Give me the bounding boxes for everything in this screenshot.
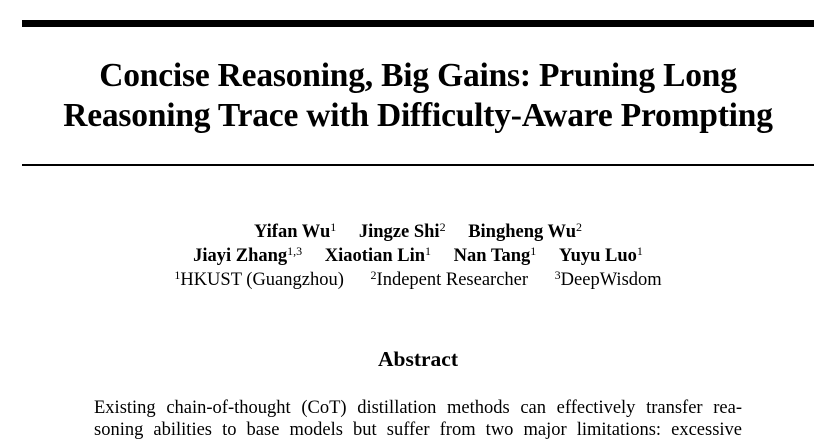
affiliation-name: HKUST (Guangzhou) — [180, 270, 344, 290]
title-bottom-rule — [22, 164, 814, 166]
abstract-text — [94, 398, 742, 441]
author-affiliation-mark: 1 — [530, 244, 537, 258]
author-name: Yuyu Luo — [558, 246, 637, 266]
author-name: Xiaotian Lin — [324, 246, 426, 266]
affiliation-name: DeepWisdom — [560, 270, 662, 290]
author-line-2 — [0, 244, 836, 268]
author-affiliation-mark: 1 — [636, 244, 643, 258]
author-affiliation-mark: 1 — [425, 244, 432, 258]
title-line-2: Reasoning Trace with Difficulty-Aware Prompting — [63, 97, 773, 134]
abstract-line: Existing chain-of-thought (CoT) distillation methods can effectively transfer rea- — [94, 398, 742, 418]
author-name: Bingheng Wu — [468, 222, 577, 242]
affiliation-line — [0, 268, 836, 292]
abstract-line: soning abilities to base models but suffer from two major limitations: excessive — [94, 419, 742, 440]
affiliation-name: Indepent Researcher — [376, 270, 529, 290]
author-affiliation-mark: 1 — [330, 220, 337, 234]
top-rule — [22, 20, 814, 27]
author-name: Yifan Wu — [253, 222, 331, 242]
abstract-heading: Abstract — [377, 347, 458, 371]
paper-title — [0, 56, 836, 136]
author-name: Jiayi Zhang — [193, 246, 288, 266]
author-affiliation-mark: 2 — [439, 220, 446, 234]
author-affiliation-mark: 1,3 — [287, 244, 303, 258]
author-line-1 — [0, 220, 836, 244]
affiliation-mark: 1 — [174, 268, 181, 282]
title-line-1: Concise Reasoning, Big Gains: Pruning Long — [99, 57, 737, 94]
affiliation-mark: 2 — [370, 268, 377, 282]
author-name: Nan Tang — [453, 246, 531, 266]
author-affiliation-mark: 2 — [576, 220, 583, 234]
author-name: Jingze Shi — [358, 222, 440, 242]
affiliation-mark: 3 — [554, 268, 561, 282]
author-block — [0, 220, 836, 292]
